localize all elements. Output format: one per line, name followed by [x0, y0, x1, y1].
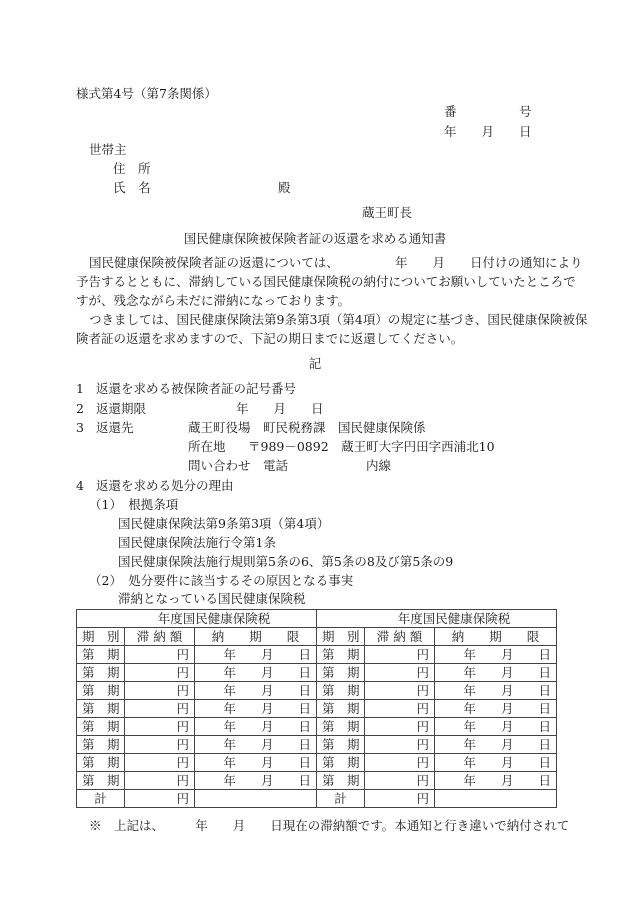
footnote: ※ 上記は、 年 月 日現在の滞納額です。本通知と行き違いで納付されて — [89, 818, 570, 833]
amount-cell: 円 — [125, 754, 195, 772]
due-cell: 年 月 日 — [195, 736, 317, 754]
sub-item: （1） 根拠条項 — [89, 497, 179, 512]
period-cell: 第 期 — [77, 772, 125, 790]
table-header-row — [77, 628, 557, 646]
extension-label: 内線 — [366, 458, 392, 473]
item-label: 返還先 — [96, 420, 134, 435]
period-cell: 第 期 — [77, 664, 125, 682]
period-cell: 第 期 — [317, 664, 365, 682]
due-cell: 年 月 日 — [195, 700, 317, 718]
document-number: 番 号 — [444, 104, 532, 119]
table-row — [77, 754, 557, 772]
due-cell: 年 月 日 — [195, 664, 317, 682]
due-cell: 年 月 日 — [435, 772, 557, 790]
ki-heading: 記 — [308, 356, 322, 371]
legal-basis: 国民健康保険法施行規則第5条の6、第5条の8及び第5条の9 — [118, 554, 454, 569]
amount-cell: 円 — [125, 664, 195, 682]
year-header: 年度国民健康保険税 — [77, 610, 317, 628]
household-head-label: 世帯主 — [89, 142, 127, 157]
item-number: 2 — [76, 401, 84, 416]
body-line: 険者証の返還を求めますので、下記の期日までに返還してください。 — [76, 331, 464, 346]
amount-cell: 円 — [365, 700, 435, 718]
body-line: すが、残念ながら未だに滞納になっております。 — [76, 293, 351, 308]
col-period: 期 別 — [317, 628, 365, 646]
contact-label: 問い合わせ 電話 — [188, 458, 289, 473]
due-cell: 年 月 日 — [435, 736, 557, 754]
delinquent-tax-table — [76, 609, 557, 808]
period-cell: 第 期 — [77, 736, 125, 754]
item-label: 返還期限 — [96, 401, 147, 416]
return-deadline: 年 月 日 — [236, 401, 324, 416]
due-cell: 年 月 日 — [195, 754, 317, 772]
col-amount: 滞 納 額 — [365, 628, 435, 646]
col-due: 納 期 限 — [195, 628, 317, 646]
legal-basis: 国民健康保険法第9条第3項（第4項） — [118, 516, 330, 531]
amount-cell: 円 — [365, 664, 435, 682]
legal-basis: 国民健康保険法施行令第1条 — [118, 535, 276, 550]
year-header: 年度国民健康保険税 — [317, 610, 557, 628]
period-cell: 第 期 — [317, 700, 365, 718]
period-cell: 第 期 — [317, 682, 365, 700]
body-line: 国民健康保険被保険者証の返還については、 年 月 日付けの通知により — [89, 255, 583, 270]
document-date: 年 月 日 — [444, 124, 532, 139]
item-number: 3 — [76, 420, 84, 435]
col-amount: 滞 納 額 — [125, 628, 195, 646]
table-row — [77, 718, 557, 736]
period-cell: 第 期 — [317, 736, 365, 754]
due-cell: 年 月 日 — [435, 646, 557, 664]
col-due: 納 期 限 — [435, 628, 557, 646]
item-number: 4 — [76, 478, 84, 493]
period-cell: 第 期 — [77, 646, 125, 664]
period-cell: 第 期 — [77, 754, 125, 772]
table-row — [77, 700, 557, 718]
table-row — [77, 682, 557, 700]
name-label: 氏 名 — [113, 180, 151, 195]
period-cell: 第 期 — [77, 718, 125, 736]
item-label: 返還を求める処分の理由 — [96, 478, 234, 493]
due-cell: 年 月 日 — [195, 682, 317, 700]
total-label: 計 — [77, 790, 125, 808]
table-total-row — [77, 790, 557, 808]
document-title: 国民健康保険被保険者証の返還を求める通知書 — [183, 231, 447, 246]
period-cell: 第 期 — [317, 754, 365, 772]
item-label: 返還を求める被保険者証の記号番号 — [96, 381, 297, 396]
amount-cell: 円 — [125, 736, 195, 754]
amount-cell: 円 — [125, 718, 195, 736]
office-address: 〒989－0892 蔵王町大字円田字西浦北10 — [248, 439, 495, 454]
amount-cell: 円 — [125, 682, 195, 700]
due-cell: 年 月 日 — [195, 772, 317, 790]
address-label: 住 所 — [113, 161, 151, 176]
form-number: 様式第4号（第7条関係） — [76, 86, 217, 101]
table-row — [77, 664, 557, 682]
total-label: 計 — [317, 790, 365, 808]
amount-cell: 円 — [125, 700, 195, 718]
due-cell: 年 月 日 — [435, 664, 557, 682]
empty-cell — [195, 790, 317, 808]
period-cell: 第 期 — [317, 718, 365, 736]
item-number: 1 — [76, 381, 84, 396]
table-row — [77, 646, 557, 664]
amount-cell: 円 — [365, 646, 435, 664]
amount-cell: 円 — [365, 682, 435, 700]
col-period: 期 別 — [77, 628, 125, 646]
amount-cell: 円 — [365, 736, 435, 754]
period-cell: 第 期 — [77, 700, 125, 718]
period-cell: 第 期 — [317, 646, 365, 664]
due-cell: 年 月 日 — [195, 646, 317, 664]
total-amount: 円 — [125, 790, 195, 808]
due-cell: 年 月 日 — [435, 718, 557, 736]
amount-cell: 円 — [125, 646, 195, 664]
body-line: つきましては、国民健康保険法第9条第3項（第4項）の規定に基づき、国民健康保険被保 — [89, 312, 588, 327]
amount-cell: 円 — [365, 754, 435, 772]
address-label: 所在地 — [188, 439, 226, 454]
amount-cell: 円 — [365, 718, 435, 736]
due-cell: 年 月 日 — [195, 718, 317, 736]
honorific: 殿 — [278, 180, 291, 195]
due-cell: 年 月 日 — [435, 682, 557, 700]
sub-item: （2） 処分要件に該当するその原因となる事実 — [89, 573, 354, 588]
period-cell: 第 期 — [77, 682, 125, 700]
table-row — [77, 772, 557, 790]
issuer: 蔵王町長 — [362, 205, 413, 220]
due-cell: 年 月 日 — [435, 700, 557, 718]
amount-cell: 円 — [125, 772, 195, 790]
delinquent-tax-caption: 滞納となっている国民健康保険税 — [118, 591, 306, 606]
table-header-row — [77, 610, 557, 628]
total-amount: 円 — [365, 790, 435, 808]
amount-cell: 円 — [365, 772, 435, 790]
table-row — [77, 736, 557, 754]
due-cell: 年 月 日 — [435, 754, 557, 772]
body-line: 予告するとともに、滞納している国民健康保険税の納付についてお願いしていたところで — [76, 274, 576, 289]
empty-cell — [435, 790, 557, 808]
period-cell: 第 期 — [317, 772, 365, 790]
return-office: 蔵王町役場 町民税務課 国民健康保険係 — [188, 420, 426, 435]
